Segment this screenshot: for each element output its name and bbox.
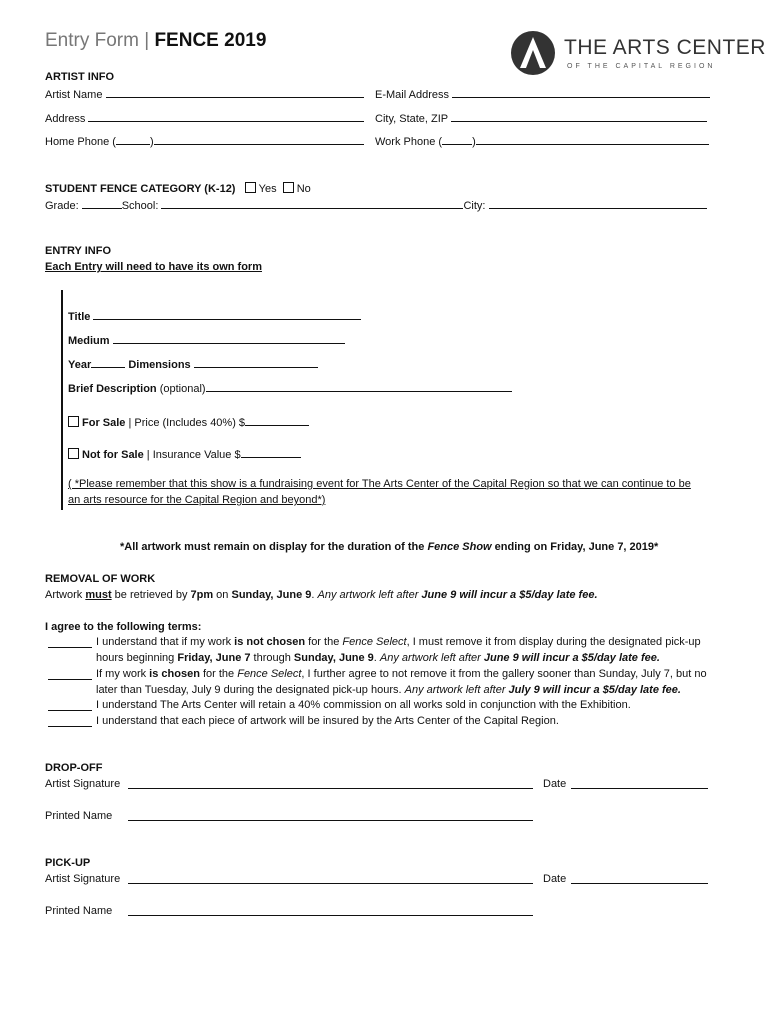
school-field[interactable] <box>161 198 463 209</box>
email-field[interactable] <box>452 87 710 98</box>
display-duration-notice: *All artwork must remain on display for the duration of the Fence Show ending on Friday, June 7, 2019* <box>120 541 659 553</box>
student-no-checkbox[interactable] <box>283 182 294 193</box>
dropoff-heading: DROP-OFF <box>45 762 103 774</box>
city-state-zip-row: City, State, ZIP <box>375 111 707 126</box>
term1-line1: I understand that if my work is not chosen for the Fence Select, I must remove it from display during the designated pick-up <box>96 636 701 648</box>
address-field[interactable] <box>88 111 364 122</box>
address-row: Address <box>45 111 364 126</box>
pickup-date-field[interactable] <box>571 873 708 884</box>
city-state-zip-field[interactable] <box>451 111 707 122</box>
work-phone-area-field[interactable] <box>442 134 472 145</box>
for-sale-row: For Sale | Price (Includes 40%) $ <box>68 415 309 430</box>
term2-line1: If my work is chosen for the Fence Select, I further agree to not remove it from the gallery sooner than Sunday, July 7, but no <box>96 668 707 680</box>
fundraising-note-line1: ( *Please remember that this show is a fundraising event for The Arts Center of the Capital Region so that we can continue to be <box>68 478 691 490</box>
term1-initial-field[interactable] <box>48 637 92 648</box>
term2-line2: later than Tuesday, July 9 during the designated pick-up hours. Any artwork left after July 9 will incur a $5/day late fee. <box>96 684 681 696</box>
insurance-value-field[interactable] <box>241 447 301 458</box>
removal-text: Artwork must be retrieved by 7pm on Sunday, June 9. Any artwork left after June 9 will incur a $5/day late fee. <box>45 589 598 601</box>
student-details-row: Grade: School: City: <box>45 198 707 213</box>
page-title: Entry Form | FENCE 2019 <box>45 30 267 51</box>
home-phone-area-field[interactable] <box>116 134 150 145</box>
pickup-signature-label: Artist Signature <box>45 873 121 885</box>
entry-section-bar <box>61 290 63 510</box>
entry-info-subheading: Each Entry will need to have its own form <box>45 261 262 273</box>
student-city-field[interactable] <box>489 198 707 209</box>
term2-initial-field[interactable] <box>48 669 92 680</box>
pickup-heading: PICK-UP <box>45 857 91 869</box>
term4-line: I understand that each piece of artwork will be insured by the Arts Center of the Capital Region. <box>96 715 559 727</box>
dropoff-date-label: Date <box>543 778 567 790</box>
dropoff-signature-label: Artist Signature <box>45 778 121 790</box>
year-field[interactable] <box>91 357 125 368</box>
artist-name-row: Artist Name <box>45 87 364 102</box>
home-phone-row: Home Phone ( ) <box>45 134 364 149</box>
term4-initial-field[interactable] <box>48 716 92 727</box>
dropoff-date-field[interactable] <box>571 778 708 789</box>
pickup-signature-field[interactable] <box>128 873 533 884</box>
dropoff-printed-label: Printed Name <box>45 810 113 822</box>
for-sale-checkbox[interactable] <box>68 416 79 427</box>
dropoff-signature-field[interactable] <box>128 778 533 789</box>
work-phone-row: Work Phone ( ) <box>375 134 709 149</box>
not-for-sale-row: Not for Sale | Insurance Value $ <box>68 447 301 462</box>
artist-name-field[interactable] <box>106 87 364 98</box>
logo-a-icon <box>510 30 556 76</box>
medium-row: Medium <box>68 333 345 348</box>
medium-field[interactable] <box>113 333 345 344</box>
price-field[interactable] <box>245 415 309 426</box>
grade-field[interactable] <box>82 198 122 209</box>
dropoff-printed-field[interactable] <box>128 810 533 821</box>
brief-description-row: Brief Description (optional) <box>68 381 512 396</box>
work-phone-field[interactable] <box>476 134 709 145</box>
pickup-date-label: Date <box>543 873 567 885</box>
logo-main-text: THE ARTS CENTER <box>564 36 766 59</box>
title-row: Title <box>68 309 361 324</box>
logo-sub-text: OF THE CAPITAL REGION <box>567 63 716 70</box>
artist-info-heading: ARTIST INFO <box>45 71 115 83</box>
title-field[interactable] <box>93 309 361 320</box>
term3-initial-field[interactable] <box>48 700 92 711</box>
term1-line2: hours beginning Friday, June 7 through Sunday, June 9. Any artwork left after June 9 will incur a $5/day late fee. <box>96 652 660 664</box>
entry-info-heading: ENTRY INFO <box>45 245 112 257</box>
email-row: E-Mail Address <box>375 87 710 102</box>
dimensions-field[interactable] <box>194 357 318 368</box>
student-category-row: STUDENT FENCE CATEGORY (K-12) Yes No <box>45 183 311 195</box>
brief-description-field[interactable] <box>206 381 512 392</box>
pickup-printed-field[interactable] <box>128 905 533 916</box>
fundraising-note-line2: an arts resource for the Capital Region and beyond*) <box>68 494 326 506</box>
arts-center-logo <box>510 30 766 78</box>
pickup-printed-label: Printed Name <box>45 905 113 917</box>
student-yes-checkbox[interactable] <box>245 182 256 193</box>
year-dimensions-row: Year Dimensions <box>68 357 318 372</box>
removal-heading: REMOVAL OF WORK <box>45 573 156 585</box>
home-phone-field[interactable] <box>154 134 364 145</box>
terms-heading: I agree to the following terms: <box>45 621 202 633</box>
term3-line: I understand The Arts Center will retain a 40% commission on all works sold in conjunction with the Exhibition. <box>96 699 631 711</box>
not-for-sale-checkbox[interactable] <box>68 448 79 459</box>
